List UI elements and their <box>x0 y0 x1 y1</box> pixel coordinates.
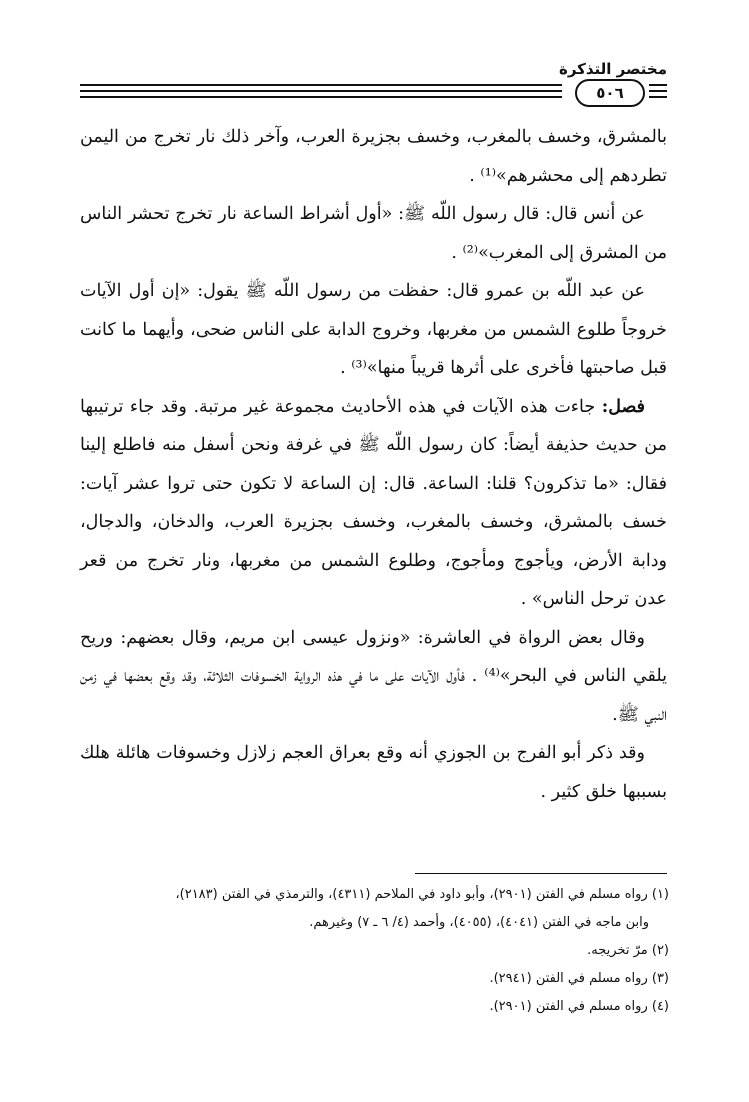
header-rule <box>649 96 667 98</box>
footnote: (٣) رواه مسلم في الفتن (٢٩٤١). <box>489 971 669 986</box>
header-rule <box>80 84 562 86</box>
fasl-text: جاءت هذه الآيات في هذه الأحاديث مجموعة غير مرتبة. وقد جاء ترتيبها من حديث حذيفة أيضاً: كان رسول اللّه ﷺ في غرفة ونحن أسفل منه فاطلع إلينا فقال: «ما تذكرون؟ قلنا: الساعة. قال: إن الساعة لا تكون حتى تروا عشر آيات: خسف بالمشرق، وخسف بالمغرب، وخسف بجزيرة العرب، والدخان، والدجال، ودابة الأرض، ويأجوج ومأجوج، وطلوع الشمس من مغربها، ونار تخرج من قعر عدن ترحل الناس» . <box>80 396 667 609</box>
footnote-continuation: وابن ماجه في الفتن (٤٠٤١)، (٤٠٥٥)، وأحمد (٤/ ٦ ـ ٧) وغيرهم. <box>309 915 649 930</box>
footnote: (٤) رواه مسلم في الفتن (٢٩٠١). <box>489 999 669 1014</box>
paragraph: بالمشرق، وخسف بالمغرب، وخسف بجزيرة العرب، وآخر ذلك نار تخرج من اليمن تطردهم إلى محشرهم»⁽¹⁾ . <box>80 127 667 186</box>
paragraph: عن عبد اللّه بن عمرو قال: حفظت من رسول اللّه ﷺ يقول: «إن أول الآيات خروجاً طلوع الشمس من مغربها، وخروج الدابة على الناس ضحى، وأيهما ما كانت قبل صاحبتها فأخرى على أثرها قريباً منها»⁽³⁾ . <box>80 281 667 378</box>
paragraph: عن أنس قال: قال رسول اللّه ﷺ: «أول أشراط الساعة نار تخرج تحشر الناس من المشرق إلى المغرب»⁽²⁾ . <box>80 204 667 263</box>
paragraph: وقال بعض الرواة في العاشرة: «ونزول عيسى ابن مريم، وقال بعضهم: وريح يلقي الناس في البحر»⁽⁴⁾ . فأول الآيات على ما في هذه الرواية الخسوفات الثلاثة، وقد وقع بعضها في زمن النبي ﷺ. <box>80 627 667 725</box>
header-rule <box>649 84 667 86</box>
fasl-label: فصل: <box>601 396 645 417</box>
footnotes <box>80 881 669 1021</box>
header-rule <box>649 90 667 92</box>
fasl-paragraph <box>80 388 667 619</box>
footnote-separator <box>415 873 667 874</box>
main-text <box>80 118 667 811</box>
page-header <box>80 60 667 104</box>
page-number: ٥٠٦ <box>575 79 645 107</box>
running-title: مختصر التذكرة <box>558 60 667 78</box>
footnote: (١) رواه مسلم في الفتن (٢٩٠١)، وأبو داود في الملاحم (٤٣١١)، والترمذي في الفتن (٢١٨٣)، <box>175 887 669 902</box>
header-rule <box>80 90 562 92</box>
footnote: (٢) مرّ تخريجه. <box>587 943 669 958</box>
header-rule <box>80 96 562 98</box>
paragraph: وقد ذكر أبو الفرج بن الجوزي أنه وقع بعراق العجم زلازل وخسوفات هائلة هلك بسببها خلق كثير . <box>80 743 667 802</box>
